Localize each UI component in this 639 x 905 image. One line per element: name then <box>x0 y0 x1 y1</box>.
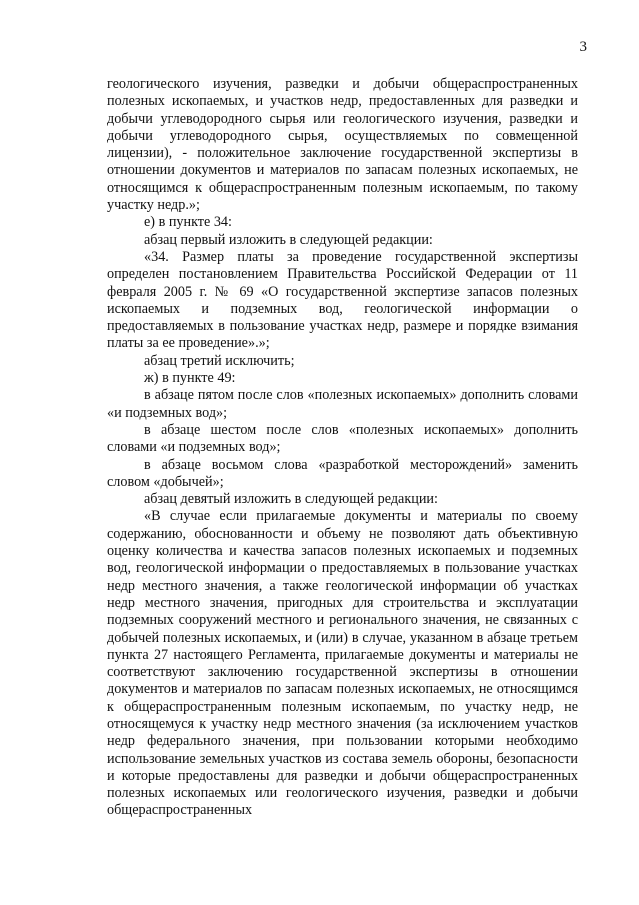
paragraph: в абзаце восьмом слова «разработкой месторождений» заменить словом «добычей»; <box>107 456 578 490</box>
document-body <box>107 76 578 820</box>
paragraph: абзац девятый изложить в следующей редакции: <box>144 491 438 508</box>
paragraph: абзац первый изложить в следующей редакции: <box>144 231 433 248</box>
paragraph: ж) в пункте 49: <box>144 370 236 387</box>
paragraph: геологического изучения, разведки и добычи общераспространенных полезных ископаемых, и участков недр, предоставленных для разведки и добычи углеводородного сырья или геологического изучения, разведки и добычи углеводородного сырья, осуществляемых по совмещенной лицензии), - положительное заключение государственной экспертизы в отношении документов и материалов по запасам полезных ископаемых, не относящимся к общераспространенным полезным ископаемым, по такому участку недр.»; <box>107 76 578 214</box>
paragraph: в абзаце шестом после слов «полезных ископаемых» дополнить словами «и подземных вод»; <box>107 421 578 456</box>
paragraph: е) в пункте 34: <box>144 214 232 231</box>
paragraph: в абзаце пятом после слов «полезных ископаемых» дополнить словами «и подземных вод»; <box>107 387 578 421</box>
paragraph: «34. Размер платы за проведение государственной экспертизы определен постановлением Правительства Российской Федерации от 11 февраля 2005 г. № 69 «О государственной экспертизе запасов полезных ископаемых и подземных вод, геологической информации о предоставляемых в пользование участках недр, размере и порядке взимания платы за ее проведение».»; <box>107 248 578 352</box>
paragraph: «В случае если прилагаемые документы и материалы по своему содержанию, обоснованности и объему не позволяют дать объективную оценку количества и качества запасов полезных ископаемых и подземных вод, геологической информации о предоставляемых в пользование участках недр местного значения, а также геологической информации об участках недр местного значения, пригодных для строительства и эксплуатации подземных сооружений местного и регионального значения, не связанных с добычей полезных ископаемых, и (или) в случае, указанном в абзаце третьем пункта 27 настоящего Регламента, прилагаемые документы и материалы не соответствуют заключению государственной экспертизы в отношении документов и материалов по запасам полезных ископаемых, не относящимся к общераспространенным полезным ископаемым, по участку недр, не относящемуся к участку недр местного значения (за исключением участков недр федерального значения, при пользовании которыми необходимо использование земельных участков из состава земель обороны, безопасности и которые предоставлены для разведки и добычи общераспространенных полезных ископаемых или геологического изучения, разведки и добычи общераспространенных <box>107 508 578 819</box>
paragraph: абзац третий исключить; <box>144 352 295 369</box>
page-number: 3 <box>579 39 587 55</box>
